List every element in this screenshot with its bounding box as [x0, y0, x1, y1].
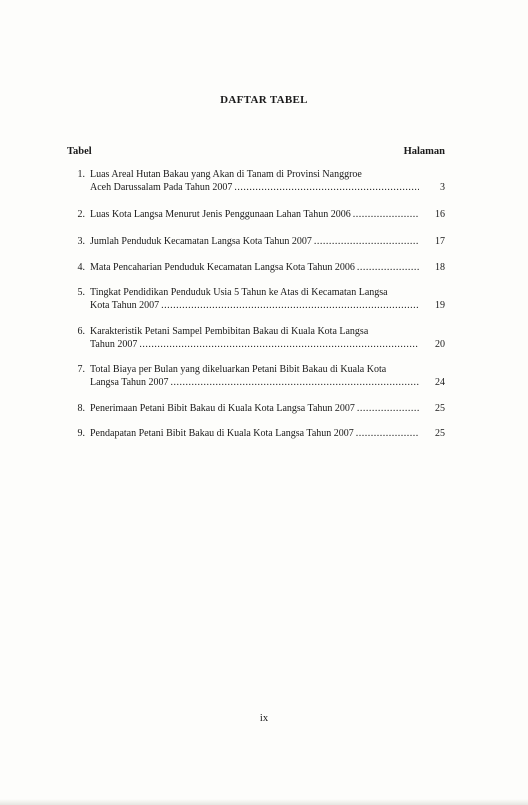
entry-number: 6.: [77, 326, 85, 337]
entry-number: 2.: [77, 209, 85, 220]
entry-title-line: Luas Kota Langsa Menurut Jenis Penggunaan Lahan Tahun 2006: [90, 209, 351, 220]
entry-title-line: Aceh Darussalam Pada Tahun 2007: [90, 182, 233, 193]
dot-leader: [171, 376, 419, 389]
entry-title: [90, 168, 419, 194]
entry-page-number: 17: [435, 236, 445, 247]
entry-page-number: 24: [435, 377, 445, 388]
entry-number: 3.: [77, 236, 85, 247]
entry-title: [90, 235, 419, 248]
dot-leader: [356, 427, 419, 440]
entry-title: [90, 402, 419, 415]
footer-page-number: ix: [259, 713, 269, 724]
entry-number: 5.: [77, 287, 85, 298]
entry-title-line: Tahun 2007: [90, 339, 138, 350]
dot-leader: [357, 261, 419, 274]
entry-title: [90, 261, 419, 274]
entry-title: [90, 286, 419, 312]
entry-page-number: 18: [435, 262, 445, 273]
entry-number: 9.: [77, 428, 85, 439]
entry-page-number: 3: [440, 182, 445, 193]
entry-page-number: 20: [435, 339, 445, 350]
entry-number: 1.: [77, 169, 85, 180]
entry-page-number: 16: [435, 209, 445, 220]
entry-title-line: Total Biaya per Bulan yang dikeluarkan Petani Bibit Bakau di Kuala Kota: [90, 364, 387, 375]
entry-title-line: Pendapatan Petani Bibit Bakau di Kuala Kota Langsa Tahun 2007: [90, 428, 354, 439]
scan-edge: [0, 799, 528, 805]
entry-title: [90, 325, 419, 351]
entry-page-number: 25: [435, 403, 445, 414]
dot-leader: [139, 338, 419, 351]
entry-number: 8.: [77, 403, 85, 414]
entry-title-line: Karakteristik Petani Sampel Pembibitan Bakau di Kuala Kota Langsa: [90, 326, 369, 337]
entry-title: [90, 363, 419, 389]
entry-title-line: Jumlah Penduduk Kecamatan Langsa Kota Tahun 2007: [90, 236, 312, 247]
entry-title-line: Kota Tahun 2007: [90, 300, 160, 311]
entry-title: [90, 427, 419, 440]
column-header-halaman: Halaman: [403, 146, 445, 157]
entry-title-line: Penerimaan Petani Bibit Bakau di Kuala Kota Langsa Tahun 2007: [90, 403, 355, 414]
entry-number: 4.: [77, 262, 85, 273]
entry-page-number: 19: [435, 300, 445, 311]
dot-leader: [234, 181, 419, 194]
entry-title: [90, 208, 419, 221]
entry-title-line: Langsa Tahun 2007: [90, 377, 169, 388]
entry-title-line: Mata Pencaharian Penduduk Kecamatan Langsa Kota Tahun 2006: [90, 262, 355, 273]
page-title: DAFTAR TABEL: [220, 94, 308, 106]
dot-leader: [357, 402, 419, 415]
entry-number: 7.: [77, 364, 85, 375]
entry-title-line: Tingkat Pendidikan Penduduk Usia 5 Tahun ke Atas di Kecamatan Langsa: [90, 287, 388, 298]
dot-leader: [314, 235, 419, 248]
column-header-tabel: Tabel: [67, 146, 92, 157]
entry-title-line: Luas Areal Hutan Bakau yang Akan di Tanam di Provinsi Nanggroe: [90, 169, 362, 180]
entry-page-number: 25: [435, 428, 445, 439]
dot-leader: [161, 299, 419, 312]
dot-leader: [353, 208, 419, 221]
